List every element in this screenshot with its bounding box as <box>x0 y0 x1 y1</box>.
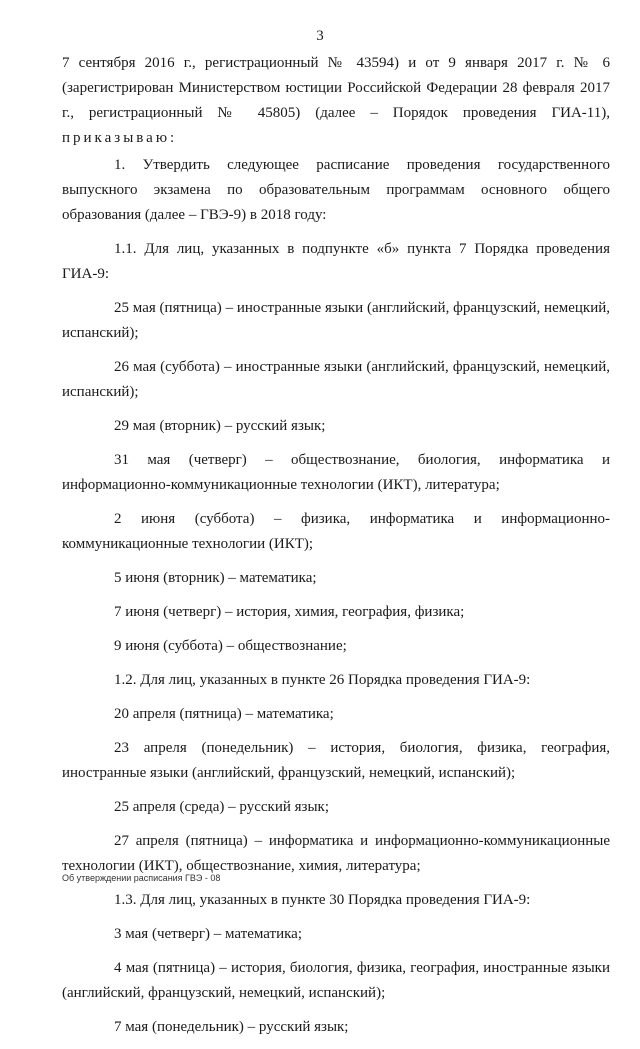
section-1-1-heading: 1.1. Для лиц, указанных в подпункте «б» пункта 7 Порядка проведения ГИА-9: <box>62 241 610 282</box>
schedule-entry: 25 апреля (среда) – русский язык; <box>114 799 329 815</box>
schedule-entry: 20 апреля (пятница) – математика; <box>114 706 334 722</box>
schedule-entry: 3 мая (четверг) – математика; <box>114 926 302 942</box>
schedule-entry: 23 апреля (понедельник) – история, биология, физика, география, иностранные языки (английский, французский, немецкий, испанский); <box>62 740 610 781</box>
section-1-2-heading: 1.2. Для лиц, указанных в пункте 26 Порядка проведения ГИА-9: <box>114 672 531 688</box>
schedule-entry: 5 июня (вторник) – математика; <box>114 570 317 586</box>
schedule-entry: 7 июня (четверг) – история, химия, география, физика; <box>114 604 465 620</box>
schedule-entry: 2 июня (суббота) – физика, информатика и информационно-коммуникационные технологии (ИКТ); <box>62 511 610 552</box>
document-body <box>62 51 610 1049</box>
schedule-entry: 26 мая (суббота) – иностранные языки (английский, французский, немецкий, испанский); <box>62 359 610 400</box>
order-word: приказываю: <box>62 130 178 146</box>
schedule-entry: 7 мая (понедельник) – русский язык; <box>114 1019 349 1035</box>
schedule-entry: 4 мая (пятница) – история, биология, физика, география, иностранные языки (английский, французский, немецкий, испанский); <box>62 960 610 1001</box>
schedule-entry: 31 мая (четверг) – обществознание, биология, информатика и информационно-коммуникационные технологии (ИКТ), литература; <box>62 452 610 493</box>
item-1: 1. Утвердить следующее расписание проведения государственного выпускного экзамена по образовательным программам основного общего образования (далее – ГВЭ-9) в 2018 году: <box>62 157 610 223</box>
section-1-3-heading: 1.3. Для лиц, указанных в пункте 30 Порядка проведения ГИА-9: <box>114 892 531 908</box>
schedule-entry: 25 мая (пятница) – иностранные языки (английский, французский, немецкий, испанский); <box>62 300 610 341</box>
schedule-entry: 9 июня (суббота) – обществознание; <box>114 638 347 654</box>
intro-paragraph <box>62 51 610 151</box>
document-footer: Об утверждении расписания ГВЭ - 08 <box>62 873 221 883</box>
schedule-entry: 29 мая (вторник) – русский язык; <box>114 418 326 434</box>
intro-text: 7 сентября 2016 г., регистрационный № 43594) и от 9 января 2017 г. № 6 (зарегистрирован Министерством юстиции Российской Федерации 28 февраля 2017 г., регистрационный № 45805) (далее – Порядок проведения ГИА-11), <box>62 55 610 121</box>
schedule-entry: 27 апреля (пятница) – информатика и информационно-коммуникационные технологии (ИКТ), обществознание, химия, литература; <box>62 833 610 874</box>
page-number: 3 <box>316 28 324 44</box>
